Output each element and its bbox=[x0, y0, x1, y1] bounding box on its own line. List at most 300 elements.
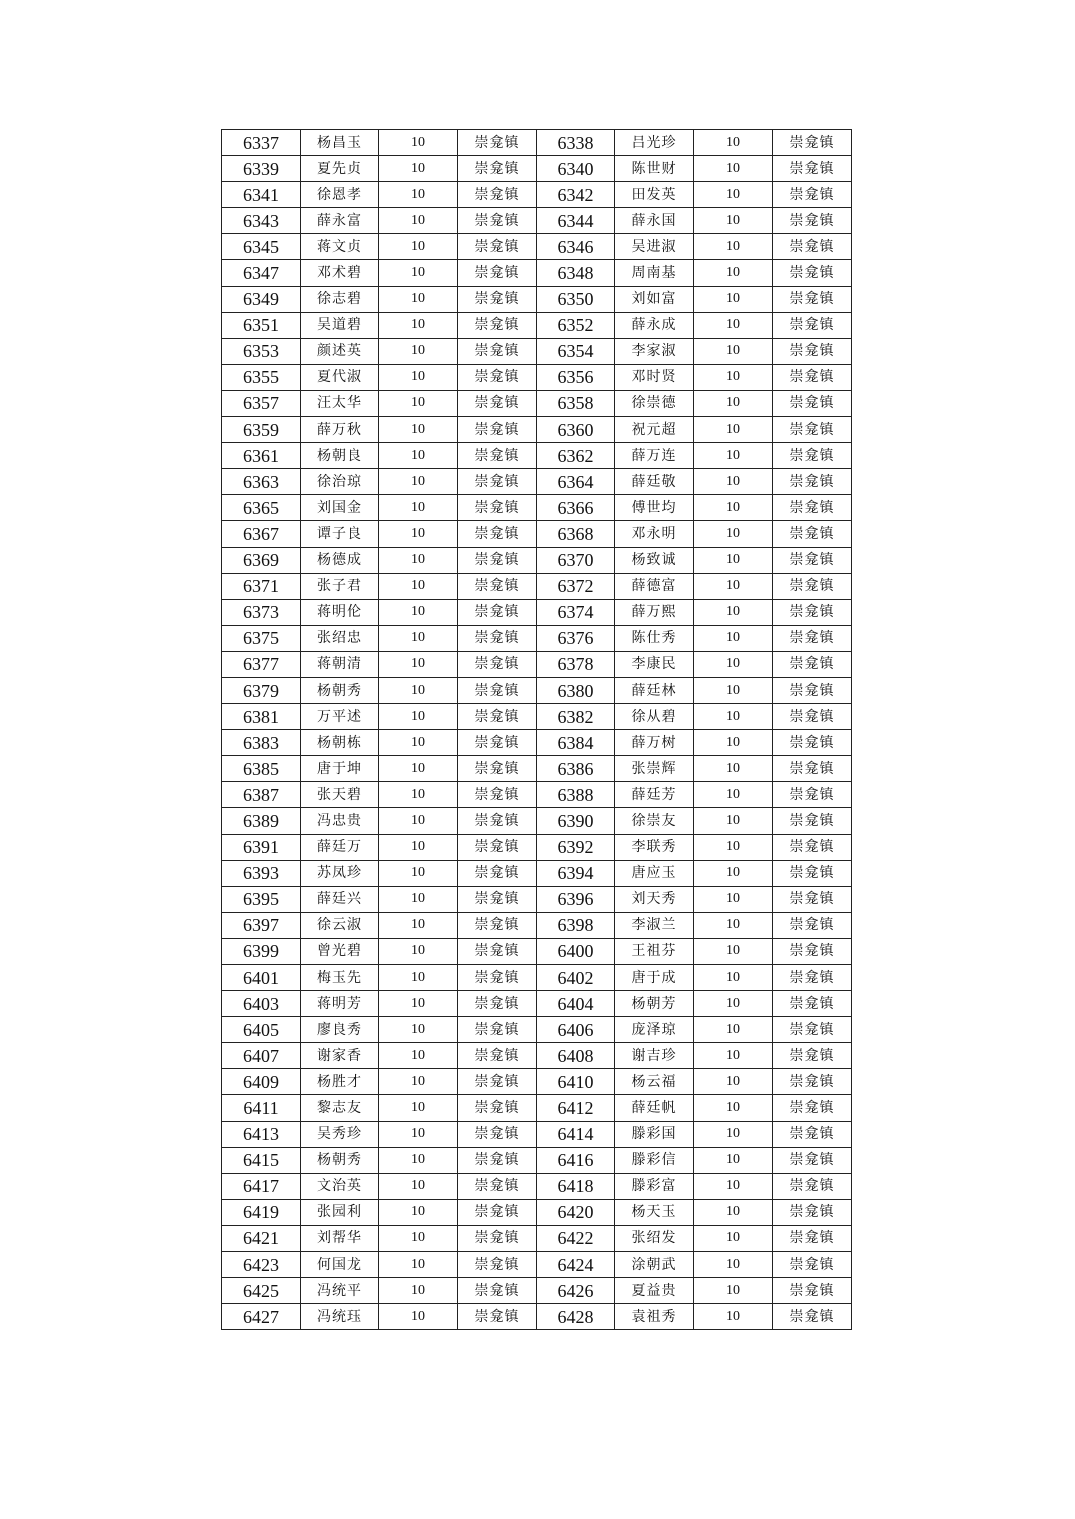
record-id-cell: 6408 bbox=[537, 1043, 615, 1069]
name-cell: 邓永明 bbox=[615, 521, 694, 547]
name-cell: 张天碧 bbox=[301, 782, 379, 808]
town-cell: 崇龛镇 bbox=[773, 1173, 852, 1199]
name-cell: 吴进淑 bbox=[615, 234, 694, 260]
record-id-cell: 6405 bbox=[222, 1017, 301, 1043]
name-cell: 傅世均 bbox=[615, 495, 694, 521]
name-cell: 夏先贞 bbox=[301, 156, 379, 182]
amount-cell: 10 bbox=[379, 130, 458, 156]
record-id-cell: 6341 bbox=[222, 182, 301, 208]
record-id-cell: 6349 bbox=[222, 286, 301, 312]
town-cell: 崇龛镇 bbox=[773, 208, 852, 234]
record-id-cell: 6385 bbox=[222, 756, 301, 782]
town-cell: 崇龛镇 bbox=[773, 286, 852, 312]
town-cell: 崇龛镇 bbox=[458, 651, 537, 677]
record-id-cell: 6343 bbox=[222, 208, 301, 234]
name-cell: 吴道碧 bbox=[301, 312, 379, 338]
name-cell: 汪太华 bbox=[301, 390, 379, 416]
amount-cell: 10 bbox=[379, 1199, 458, 1225]
name-cell: 杨朝良 bbox=[301, 443, 379, 469]
table-row bbox=[222, 834, 852, 860]
amount-cell: 10 bbox=[694, 469, 773, 495]
table-row bbox=[222, 1225, 852, 1251]
name-cell: 涂朝武 bbox=[615, 1252, 694, 1278]
town-cell: 崇龛镇 bbox=[773, 860, 852, 886]
name-cell: 唐于坤 bbox=[301, 756, 379, 782]
table-row bbox=[222, 730, 852, 756]
table-row bbox=[222, 495, 852, 521]
town-cell: 崇龛镇 bbox=[458, 756, 537, 782]
name-cell: 薛永国 bbox=[615, 208, 694, 234]
town-cell: 崇龛镇 bbox=[773, 1278, 852, 1304]
amount-cell: 10 bbox=[694, 338, 773, 364]
town-cell: 崇龛镇 bbox=[773, 469, 852, 495]
name-cell: 薛万秋 bbox=[301, 417, 379, 443]
record-id-cell: 6418 bbox=[537, 1173, 615, 1199]
town-cell: 崇龛镇 bbox=[773, 234, 852, 260]
amount-cell: 10 bbox=[694, 860, 773, 886]
name-cell: 薛廷敬 bbox=[615, 469, 694, 495]
name-cell: 徐崇德 bbox=[615, 390, 694, 416]
table-row bbox=[222, 1121, 852, 1147]
amount-cell: 10 bbox=[694, 1252, 773, 1278]
town-cell: 崇龛镇 bbox=[773, 599, 852, 625]
town-cell: 崇龛镇 bbox=[773, 808, 852, 834]
amount-cell: 10 bbox=[694, 1017, 773, 1043]
town-cell: 崇龛镇 bbox=[773, 1043, 852, 1069]
record-id-cell: 6401 bbox=[222, 965, 301, 991]
record-id-cell: 6390 bbox=[537, 808, 615, 834]
table-row bbox=[222, 677, 852, 703]
town-cell: 崇龛镇 bbox=[773, 338, 852, 364]
table-row bbox=[222, 338, 852, 364]
record-id-cell: 6406 bbox=[537, 1017, 615, 1043]
record-id-cell: 6411 bbox=[222, 1095, 301, 1121]
record-id-cell: 6356 bbox=[537, 364, 615, 390]
town-cell: 崇龛镇 bbox=[458, 521, 537, 547]
name-cell: 张园利 bbox=[301, 1199, 379, 1225]
town-cell: 崇龛镇 bbox=[458, 208, 537, 234]
table-row bbox=[222, 886, 852, 912]
name-cell: 王祖芬 bbox=[615, 938, 694, 964]
record-id-cell: 6397 bbox=[222, 912, 301, 938]
amount-cell: 10 bbox=[379, 260, 458, 286]
name-cell: 袁祖秀 bbox=[615, 1304, 694, 1330]
town-cell: 崇龛镇 bbox=[773, 1017, 852, 1043]
town-cell: 崇龛镇 bbox=[458, 260, 537, 286]
amount-cell: 10 bbox=[379, 1278, 458, 1304]
record-id-cell: 6369 bbox=[222, 547, 301, 573]
amount-cell: 10 bbox=[379, 782, 458, 808]
name-cell: 李淑兰 bbox=[615, 912, 694, 938]
table-row bbox=[222, 286, 852, 312]
name-cell: 夏代淑 bbox=[301, 364, 379, 390]
table-row bbox=[222, 1147, 852, 1173]
name-cell: 滕彩信 bbox=[615, 1147, 694, 1173]
amount-cell: 10 bbox=[694, 1173, 773, 1199]
town-cell: 崇龛镇 bbox=[458, 156, 537, 182]
town-cell: 崇龛镇 bbox=[458, 573, 537, 599]
record-id-cell: 6388 bbox=[537, 782, 615, 808]
table-row bbox=[222, 756, 852, 782]
town-cell: 崇龛镇 bbox=[458, 1304, 537, 1330]
table-row bbox=[222, 234, 852, 260]
amount-cell: 10 bbox=[694, 417, 773, 443]
town-cell: 崇龛镇 bbox=[773, 312, 852, 338]
name-cell: 蒋朝清 bbox=[301, 651, 379, 677]
name-cell: 梅玉先 bbox=[301, 965, 379, 991]
town-cell: 崇龛镇 bbox=[458, 1043, 537, 1069]
town-cell: 崇龛镇 bbox=[773, 547, 852, 573]
record-id-cell: 6391 bbox=[222, 834, 301, 860]
record-id-cell: 6364 bbox=[537, 469, 615, 495]
record-id-cell: 6338 bbox=[537, 130, 615, 156]
town-cell: 崇龛镇 bbox=[458, 860, 537, 886]
table-row bbox=[222, 1199, 852, 1225]
record-id-cell: 6428 bbox=[537, 1304, 615, 1330]
amount-cell: 10 bbox=[379, 182, 458, 208]
table-row bbox=[222, 443, 852, 469]
record-id-cell: 6354 bbox=[537, 338, 615, 364]
amount-cell: 10 bbox=[379, 338, 458, 364]
town-cell: 崇龛镇 bbox=[458, 677, 537, 703]
town-cell: 崇龛镇 bbox=[773, 364, 852, 390]
town-cell: 崇龛镇 bbox=[773, 730, 852, 756]
amount-cell: 10 bbox=[379, 834, 458, 860]
record-id-cell: 6339 bbox=[222, 156, 301, 182]
name-cell: 徐志碧 bbox=[301, 286, 379, 312]
amount-cell: 10 bbox=[694, 1095, 773, 1121]
record-id-cell: 6373 bbox=[222, 599, 301, 625]
amount-cell: 10 bbox=[379, 938, 458, 964]
record-id-cell: 6337 bbox=[222, 130, 301, 156]
record-id-cell: 6372 bbox=[537, 573, 615, 599]
amount-cell: 10 bbox=[379, 886, 458, 912]
record-id-cell: 6379 bbox=[222, 677, 301, 703]
name-cell: 陈仕秀 bbox=[615, 625, 694, 651]
name-cell: 谭子良 bbox=[301, 521, 379, 547]
amount-cell: 10 bbox=[379, 1304, 458, 1330]
record-id-cell: 6407 bbox=[222, 1043, 301, 1069]
record-id-cell: 6347 bbox=[222, 260, 301, 286]
record-id-cell: 6376 bbox=[537, 625, 615, 651]
amount-cell: 10 bbox=[694, 965, 773, 991]
record-id-cell: 6395 bbox=[222, 886, 301, 912]
record-id-cell: 6420 bbox=[537, 1199, 615, 1225]
record-id-cell: 6365 bbox=[222, 495, 301, 521]
amount-cell: 10 bbox=[694, 782, 773, 808]
town-cell: 崇龛镇 bbox=[773, 1095, 852, 1121]
amount-cell: 10 bbox=[379, 443, 458, 469]
amount-cell: 10 bbox=[694, 834, 773, 860]
table-row bbox=[222, 208, 852, 234]
record-id-cell: 6340 bbox=[537, 156, 615, 182]
record-id-cell: 6422 bbox=[537, 1225, 615, 1251]
town-cell: 崇龛镇 bbox=[458, 730, 537, 756]
town-cell: 崇龛镇 bbox=[458, 834, 537, 860]
table-row bbox=[222, 599, 852, 625]
name-cell: 杨昌玉 bbox=[301, 130, 379, 156]
name-cell: 杨云福 bbox=[615, 1069, 694, 1095]
amount-cell: 10 bbox=[694, 1147, 773, 1173]
record-id-cell: 6363 bbox=[222, 469, 301, 495]
name-cell: 蒋明伦 bbox=[301, 599, 379, 625]
town-cell: 崇龛镇 bbox=[773, 625, 852, 651]
record-id-cell: 6393 bbox=[222, 860, 301, 886]
amount-cell: 10 bbox=[379, 730, 458, 756]
name-cell: 刘国金 bbox=[301, 495, 379, 521]
amount-cell: 10 bbox=[694, 991, 773, 1017]
town-cell: 崇龛镇 bbox=[458, 1069, 537, 1095]
name-cell: 薛廷林 bbox=[615, 677, 694, 703]
amount-cell: 10 bbox=[379, 651, 458, 677]
record-id-cell: 6382 bbox=[537, 704, 615, 730]
name-cell: 夏益贵 bbox=[615, 1278, 694, 1304]
table-row bbox=[222, 260, 852, 286]
record-id-cell: 6424 bbox=[537, 1252, 615, 1278]
table-row bbox=[222, 1043, 852, 1069]
table-row bbox=[222, 417, 852, 443]
town-cell: 崇龛镇 bbox=[458, 991, 537, 1017]
record-id-cell: 6345 bbox=[222, 234, 301, 260]
record-id-cell: 6346 bbox=[537, 234, 615, 260]
town-cell: 崇龛镇 bbox=[773, 1199, 852, 1225]
record-id-cell: 6400 bbox=[537, 938, 615, 964]
roster-body bbox=[222, 130, 852, 1330]
name-cell: 杨天玉 bbox=[615, 1199, 694, 1225]
record-id-cell: 6367 bbox=[222, 521, 301, 547]
amount-cell: 10 bbox=[379, 965, 458, 991]
name-cell: 邓时贤 bbox=[615, 364, 694, 390]
record-id-cell: 6392 bbox=[537, 834, 615, 860]
table-row bbox=[222, 573, 852, 599]
record-id-cell: 6416 bbox=[537, 1147, 615, 1173]
record-id-cell: 6414 bbox=[537, 1121, 615, 1147]
town-cell: 崇龛镇 bbox=[458, 390, 537, 416]
amount-cell: 10 bbox=[379, 677, 458, 703]
record-id-cell: 6398 bbox=[537, 912, 615, 938]
town-cell: 崇龛镇 bbox=[773, 1225, 852, 1251]
record-id-cell: 6371 bbox=[222, 573, 301, 599]
name-cell: 张绍忠 bbox=[301, 625, 379, 651]
record-id-cell: 6350 bbox=[537, 286, 615, 312]
table-row bbox=[222, 625, 852, 651]
roster-table bbox=[221, 129, 852, 1330]
name-cell: 薛廷帆 bbox=[615, 1095, 694, 1121]
table-row bbox=[222, 1017, 852, 1043]
amount-cell: 10 bbox=[694, 1043, 773, 1069]
record-id-cell: 6394 bbox=[537, 860, 615, 886]
table-row bbox=[222, 364, 852, 390]
town-cell: 崇龛镇 bbox=[773, 495, 852, 521]
town-cell: 崇龛镇 bbox=[773, 1121, 852, 1147]
name-cell: 薛廷芳 bbox=[615, 782, 694, 808]
town-cell: 崇龛镇 bbox=[458, 495, 537, 521]
name-cell: 万平述 bbox=[301, 704, 379, 730]
name-cell: 滕彩国 bbox=[615, 1121, 694, 1147]
town-cell: 崇龛镇 bbox=[458, 1121, 537, 1147]
amount-cell: 10 bbox=[379, 1225, 458, 1251]
table-row bbox=[222, 860, 852, 886]
amount-cell: 10 bbox=[694, 886, 773, 912]
table-row bbox=[222, 991, 852, 1017]
table-row bbox=[222, 912, 852, 938]
amount-cell: 10 bbox=[694, 286, 773, 312]
record-id-cell: 6375 bbox=[222, 625, 301, 651]
record-id-cell: 6361 bbox=[222, 443, 301, 469]
record-id-cell: 6351 bbox=[222, 312, 301, 338]
town-cell: 崇龛镇 bbox=[773, 443, 852, 469]
town-cell: 崇龛镇 bbox=[458, 1252, 537, 1278]
name-cell: 刘如富 bbox=[615, 286, 694, 312]
town-cell: 崇龛镇 bbox=[773, 1069, 852, 1095]
amount-cell: 10 bbox=[379, 312, 458, 338]
table-row bbox=[222, 1304, 852, 1330]
amount-cell: 10 bbox=[379, 234, 458, 260]
name-cell: 杨致诚 bbox=[615, 547, 694, 573]
amount-cell: 10 bbox=[379, 1252, 458, 1278]
record-id-cell: 6413 bbox=[222, 1121, 301, 1147]
town-cell: 崇龛镇 bbox=[458, 965, 537, 991]
amount-cell: 10 bbox=[694, 625, 773, 651]
name-cell: 吴秀珍 bbox=[301, 1121, 379, 1147]
record-id-cell: 6427 bbox=[222, 1304, 301, 1330]
town-cell: 崇龛镇 bbox=[458, 1199, 537, 1225]
name-cell: 刘帮华 bbox=[301, 1225, 379, 1251]
amount-cell: 10 bbox=[379, 364, 458, 390]
amount-cell: 10 bbox=[694, 599, 773, 625]
name-cell: 张子君 bbox=[301, 573, 379, 599]
amount-cell: 10 bbox=[694, 573, 773, 599]
name-cell: 何国龙 bbox=[301, 1252, 379, 1278]
amount-cell: 10 bbox=[379, 1121, 458, 1147]
amount-cell: 10 bbox=[379, 208, 458, 234]
amount-cell: 10 bbox=[694, 1225, 773, 1251]
town-cell: 崇龛镇 bbox=[458, 182, 537, 208]
amount-cell: 10 bbox=[694, 547, 773, 573]
amount-cell: 10 bbox=[694, 704, 773, 730]
table-row bbox=[222, 312, 852, 338]
town-cell: 崇龛镇 bbox=[458, 312, 537, 338]
record-id-cell: 6389 bbox=[222, 808, 301, 834]
record-id-cell: 6366 bbox=[537, 495, 615, 521]
name-cell: 薛万连 bbox=[615, 443, 694, 469]
record-id-cell: 6374 bbox=[537, 599, 615, 625]
town-cell: 崇龛镇 bbox=[458, 704, 537, 730]
town-cell: 崇龛镇 bbox=[773, 677, 852, 703]
name-cell: 杨朝秀 bbox=[301, 1147, 379, 1173]
town-cell: 崇龛镇 bbox=[773, 156, 852, 182]
table-row bbox=[222, 547, 852, 573]
name-cell: 庞泽琼 bbox=[615, 1017, 694, 1043]
amount-cell: 10 bbox=[379, 547, 458, 573]
amount-cell: 10 bbox=[694, 390, 773, 416]
name-cell: 薛万熙 bbox=[615, 599, 694, 625]
town-cell: 崇龛镇 bbox=[458, 1173, 537, 1199]
town-cell: 崇龛镇 bbox=[458, 1225, 537, 1251]
table-row bbox=[222, 521, 852, 547]
amount-cell: 10 bbox=[379, 1043, 458, 1069]
record-id-cell: 6358 bbox=[537, 390, 615, 416]
town-cell: 崇龛镇 bbox=[458, 417, 537, 443]
amount-cell: 10 bbox=[694, 1069, 773, 1095]
name-cell: 薛廷万 bbox=[301, 834, 379, 860]
town-cell: 崇龛镇 bbox=[458, 547, 537, 573]
name-cell: 薛永成 bbox=[615, 312, 694, 338]
name-cell: 唐于成 bbox=[615, 965, 694, 991]
town-cell: 崇龛镇 bbox=[458, 1278, 537, 1304]
record-id-cell: 6383 bbox=[222, 730, 301, 756]
name-cell: 吕光珍 bbox=[615, 130, 694, 156]
record-id-cell: 6353 bbox=[222, 338, 301, 364]
record-id-cell: 6399 bbox=[222, 938, 301, 964]
name-cell: 文治英 bbox=[301, 1173, 379, 1199]
table-row bbox=[222, 1095, 852, 1121]
amount-cell: 10 bbox=[379, 625, 458, 651]
town-cell: 崇龛镇 bbox=[458, 443, 537, 469]
table-row bbox=[222, 1278, 852, 1304]
amount-cell: 10 bbox=[379, 1147, 458, 1173]
record-id-cell: 6387 bbox=[222, 782, 301, 808]
town-cell: 崇龛镇 bbox=[458, 234, 537, 260]
name-cell: 杨胜才 bbox=[301, 1069, 379, 1095]
name-cell: 徐治琼 bbox=[301, 469, 379, 495]
name-cell: 杨德成 bbox=[301, 547, 379, 573]
town-cell: 崇龛镇 bbox=[773, 991, 852, 1017]
name-cell: 杨朝芳 bbox=[615, 991, 694, 1017]
table-row bbox=[222, 182, 852, 208]
amount-cell: 10 bbox=[379, 156, 458, 182]
amount-cell: 10 bbox=[379, 417, 458, 443]
amount-cell: 10 bbox=[694, 651, 773, 677]
amount-cell: 10 bbox=[694, 312, 773, 338]
town-cell: 崇龛镇 bbox=[458, 1095, 537, 1121]
town-cell: 崇龛镇 bbox=[458, 338, 537, 364]
record-id-cell: 6421 bbox=[222, 1225, 301, 1251]
record-id-cell: 6404 bbox=[537, 991, 615, 1017]
town-cell: 崇龛镇 bbox=[773, 573, 852, 599]
record-id-cell: 6426 bbox=[537, 1278, 615, 1304]
amount-cell: 10 bbox=[694, 260, 773, 286]
name-cell: 谢吉珍 bbox=[615, 1043, 694, 1069]
amount-cell: 10 bbox=[694, 364, 773, 390]
name-cell: 黎志友 bbox=[301, 1095, 379, 1121]
town-cell: 崇龛镇 bbox=[773, 756, 852, 782]
name-cell: 陈世财 bbox=[615, 156, 694, 182]
name-cell: 邓术碧 bbox=[301, 260, 379, 286]
record-id-cell: 6370 bbox=[537, 547, 615, 573]
town-cell: 崇龛镇 bbox=[773, 782, 852, 808]
record-id-cell: 6357 bbox=[222, 390, 301, 416]
town-cell: 崇龛镇 bbox=[773, 912, 852, 938]
amount-cell: 10 bbox=[379, 912, 458, 938]
amount-cell: 10 bbox=[379, 808, 458, 834]
name-cell: 徐崇友 bbox=[615, 808, 694, 834]
record-id-cell: 6384 bbox=[537, 730, 615, 756]
record-id-cell: 6344 bbox=[537, 208, 615, 234]
name-cell: 蒋明芳 bbox=[301, 991, 379, 1017]
record-id-cell: 6386 bbox=[537, 756, 615, 782]
record-id-cell: 6359 bbox=[222, 417, 301, 443]
amount-cell: 10 bbox=[379, 1173, 458, 1199]
town-cell: 崇龛镇 bbox=[773, 886, 852, 912]
amount-cell: 10 bbox=[694, 182, 773, 208]
record-id-cell: 6403 bbox=[222, 991, 301, 1017]
name-cell: 唐应玉 bbox=[615, 860, 694, 886]
name-cell: 李康民 bbox=[615, 651, 694, 677]
name-cell: 祝元超 bbox=[615, 417, 694, 443]
name-cell: 张绍发 bbox=[615, 1225, 694, 1251]
amount-cell: 10 bbox=[694, 730, 773, 756]
